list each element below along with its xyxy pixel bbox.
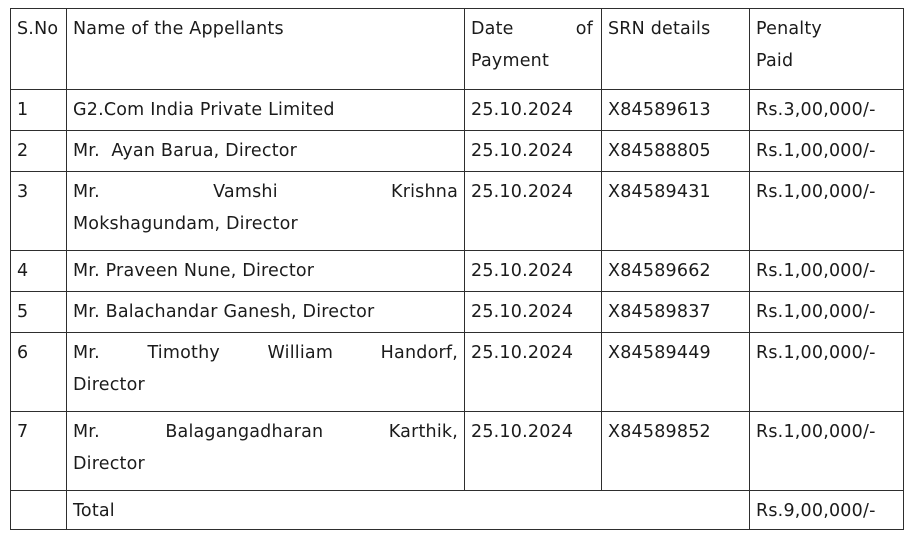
row-date: 25.10.2024 [465, 292, 602, 333]
row-srn: X84589837 [602, 292, 750, 333]
header-penalty [750, 9, 904, 90]
row-name-line2: Mokshagundam, Director [73, 214, 298, 234]
row-name-line1: Mr. Vamshi Krishna [73, 182, 458, 202]
row-name-line2: Director [73, 375, 145, 395]
row-srn: X84589852 [602, 412, 750, 491]
row-sno: 7 [11, 412, 67, 491]
row-penalty: Rs.1,00,000/- [750, 131, 904, 172]
row-srn: X84588805 [602, 131, 750, 172]
table-row [11, 90, 904, 131]
total-label: Total [67, 491, 750, 530]
header-date-line2: Payment [471, 51, 550, 71]
row-srn: X84589662 [602, 251, 750, 292]
header-name: Name of the Appellants [67, 9, 465, 90]
table-row [11, 333, 904, 412]
row-name-line1: Mr. Balagangadharan Karthik, [73, 422, 458, 442]
row-penalty: Rs.1,00,000/- [750, 292, 904, 333]
row-name: Mr. Praveen Nune, Director [67, 251, 465, 292]
row-name-line1: Mr. Timothy William Handorf, [73, 343, 458, 363]
table-row [11, 412, 904, 491]
table-row [11, 131, 904, 172]
row-name: Mr. Ayan Barua, Director [67, 131, 465, 172]
table-row [11, 251, 904, 292]
row-date: 25.10.2024 [465, 90, 602, 131]
row-sno: 5 [11, 292, 67, 333]
row-date: 25.10.2024 [465, 333, 602, 412]
row-date: 25.10.2024 [465, 251, 602, 292]
row-name-line2: Director [73, 454, 145, 474]
row-date: 25.10.2024 [465, 412, 602, 491]
header-date [465, 9, 602, 90]
table-header-row [11, 9, 904, 90]
row-sno: 3 [11, 172, 67, 251]
row-date: 25.10.2024 [465, 172, 602, 251]
row-penalty: Rs.1,00,000/- [750, 333, 904, 412]
header-srn: SRN details [602, 9, 750, 90]
row-penalty: Rs.1,00,000/- [750, 412, 904, 491]
row-sno: 2 [11, 131, 67, 172]
row-penalty: Rs.3,00,000/- [750, 90, 904, 131]
row-name [67, 333, 465, 412]
total-amount: Rs.9,00,000/- [750, 491, 904, 530]
total-row [11, 491, 904, 530]
row-name: Mr. Balachandar Ganesh, Director [67, 292, 465, 333]
penalty-table [10, 8, 904, 530]
row-name: G2.Com India Private Limited [67, 90, 465, 131]
total-sno-cell [11, 491, 67, 530]
table-row [11, 292, 904, 333]
row-sno: 4 [11, 251, 67, 292]
table-row [11, 172, 904, 251]
header-penalty-line2: Paid [756, 51, 794, 71]
row-date: 25.10.2024 [465, 131, 602, 172]
header-penalty-line1: Penalty [756, 19, 822, 39]
row-name [67, 412, 465, 491]
header-sno: S.No [11, 9, 67, 90]
row-penalty: Rs.1,00,000/- [750, 251, 904, 292]
row-sno: 1 [11, 90, 67, 131]
header-date-line1: Date of [471, 19, 593, 39]
row-srn: X84589613 [602, 90, 750, 131]
row-name [67, 172, 465, 251]
row-penalty: Rs.1,00,000/- [750, 172, 904, 251]
row-srn: X84589431 [602, 172, 750, 251]
row-srn: X84589449 [602, 333, 750, 412]
row-sno: 6 [11, 333, 67, 412]
